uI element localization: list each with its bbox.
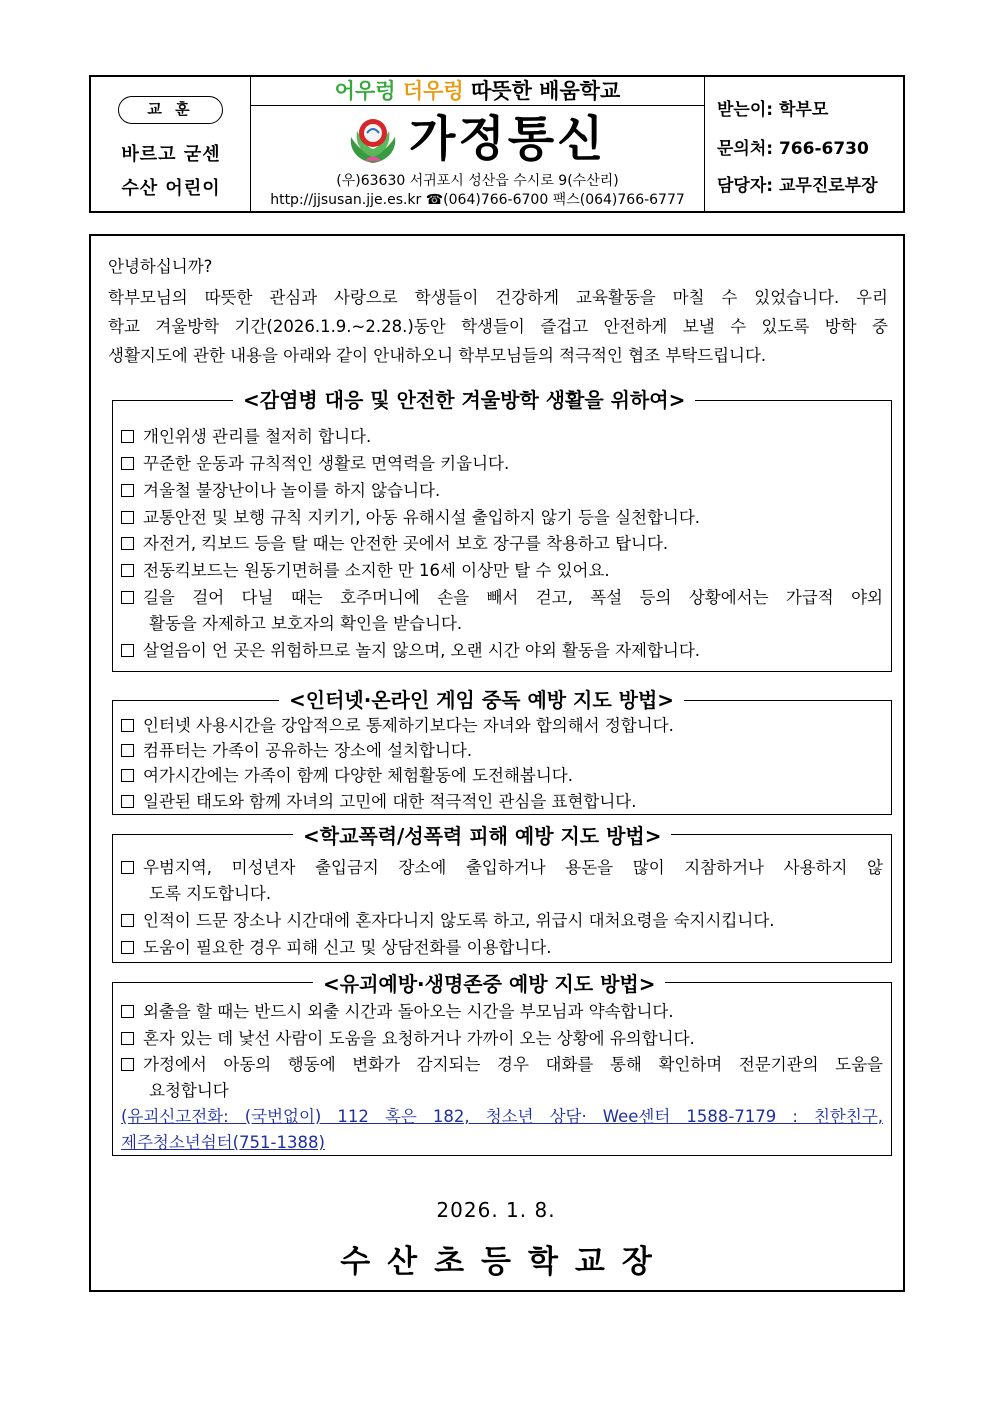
- motto-line-2: 수산 어린이: [121, 178, 221, 199]
- list-item: 전동킥보드는 원동기면허를 소지한 만 16세 이상만 탈 수 있어요.: [121, 558, 883, 584]
- list-item: 인적이 드문 장소나 시간대에 혼자다니지 않도록 하고, 위급시 대처요령을 숙지시킵니다.: [121, 908, 883, 934]
- intro-line-3: 생활지도에 관한 내용을 아래와 같이 안내하오니 학부모님들의 적극적인 협조 부탁드립니다.: [108, 346, 767, 365]
- list-item-continuation: 활동을 자제하고 보호자의 확인을 받습니다.: [149, 614, 463, 633]
- school-address: (우)63630 서귀포시 성산읍 수시로 9(수산리): [336, 173, 619, 189]
- school-emblem-icon: [345, 113, 401, 169]
- slogan-part-3: 따뜻한 배움학교: [471, 79, 621, 103]
- page-title: 가정통신: [409, 111, 607, 167]
- inquiry-label: 문의처: 766-6730: [717, 139, 869, 159]
- checkbox-icon: [121, 1005, 134, 1018]
- list-item: 인터넷 사용시간을 강압적으로 통제하기보다는 자녀와 합의해서 정합니다.: [121, 713, 883, 739]
- checkbox-icon: [121, 744, 134, 757]
- list-item: 일관된 태도와 함께 자녀의 고민에 대한 적극적인 관심을 표현합니다.: [121, 789, 883, 815]
- motto-line-1: 바르고 굳센: [121, 144, 221, 165]
- principal-signature: 수산초등학교장: [340, 1244, 669, 1280]
- checkbox-icon: [121, 564, 134, 577]
- list-item: 도움이 필요한 경우 피해 신고 및 상담전화를 이용합니다.: [121, 935, 883, 961]
- section-title: <감염병 대응 및 안전한 겨울방학 생활을 위하여>: [233, 387, 695, 413]
- list-item: 개인위생 관리를 철저히 합니다.: [121, 424, 883, 450]
- list-item: 우범지역, 미성년자 출입금지 장소에 출입하거나 용돈을 많이 지참하거나 사용하지 않: [121, 855, 883, 881]
- intro-line-2: 학교 겨울방학 기간(2026.1.9.~2.28.)동안 학생들이 즐겁고 안전하게 보낼 수 있도록 방학 중: [108, 317, 888, 336]
- list-item: 자전거, 킥보드 등을 탈 때는 안전한 곳에서 보호 장구를 착용하고 탑니다.: [121, 531, 883, 557]
- list-item: 겨울철 불장난이나 놀이를 하지 않습니다.: [121, 478, 883, 504]
- section-title: <인터넷·온라인 게임 중독 예방 지도 방법>: [279, 687, 684, 713]
- checkbox-icon: [121, 941, 134, 954]
- list-item-continuation: 도록 지도합니다.: [149, 884, 272, 903]
- checkbox-icon: [121, 511, 134, 524]
- checkbox-icon: [121, 484, 134, 497]
- checkbox-icon: [121, 430, 134, 443]
- manager-label: 담당자: 교무진로부장: [717, 176, 878, 196]
- checkbox-icon: [121, 1032, 134, 1045]
- checkbox-icon: [121, 914, 134, 927]
- section-winter-safety: [112, 388, 892, 672]
- checkbox-icon: [121, 769, 134, 782]
- section-internet-addiction: [112, 688, 892, 815]
- school-slogan: [251, 77, 704, 106]
- hotline-line-2: 제주청소년쉼터(751-1388): [121, 1133, 325, 1152]
- list-item: 길을 걸어 다닐 때는 호주머니에 손을 빼서 걷고, 폭설 등의 상황에서는 가급적 야외: [121, 585, 883, 611]
- title-row: [251, 107, 704, 171]
- list-item: 컴퓨터는 가족이 공유하는 장소에 설치합니다.: [121, 738, 883, 764]
- list-item: 꾸준한 운동과 규칙적인 생활로 면역력을 키웁니다.: [121, 451, 883, 477]
- list-item: 외출을 할 때는 반드시 외출 시간과 돌아오는 시간을 부모님과 약속합니다.: [121, 999, 883, 1025]
- checkbox-icon: [121, 795, 134, 808]
- checkbox-icon: [121, 1058, 134, 1071]
- motto-label: 교 훈: [118, 96, 223, 124]
- section-title: <유괴예방·생명존중 예방 지도 방법>: [313, 971, 665, 997]
- recipient-label: 받는이: 학부모: [717, 100, 829, 120]
- title-cell: [251, 77, 705, 211]
- section-school-violence: [112, 824, 892, 963]
- list-item: 살얼음이 언 곳은 위험하므로 놀지 않으며, 오랜 시간 야외 활동을 자제합니다.: [121, 638, 883, 664]
- list-item: 가정에서 아동의 행동에 변화가 감지되는 경우 대화를 통해 확인하며 전문기관의 도움을: [121, 1052, 883, 1078]
- hotline-line-1: (유괴신고전화: (국번없이) 112 혹은 182, 청소년 상담· Wee센터 1588-7179 : 친한친구,: [121, 1107, 883, 1126]
- checkbox-icon: [121, 457, 134, 470]
- info-cell: [705, 77, 903, 211]
- list-item: 여가시간에는 가족이 함께 다양한 체험활동에 도전해봅니다.: [121, 763, 883, 789]
- slogan-part-1: 어우렁: [334, 79, 396, 103]
- list-item-continuation: 요청합니다: [149, 1081, 229, 1100]
- section-title: <학교폭력/성폭력 피해 예방 지도 방법>: [293, 823, 671, 849]
- checkbox-icon: [121, 861, 134, 874]
- greeting: 안녕하십니까?: [108, 257, 213, 276]
- slogan-part-2: 더우렁: [402, 79, 464, 103]
- letter-date: 2026. 1. 8.: [436, 1198, 556, 1222]
- intro-line-1: 학부모님의 따뜻한 관심과 사랑으로 학생들이 건강하게 교육활동을 마칠 수 있었습니다. 우리: [108, 288, 888, 307]
- school-contact: http://jjsusan.jje.es.kr ☎(064)766-6700 팩스(064)766-6777: [270, 192, 685, 208]
- checkbox-icon: [121, 644, 134, 657]
- list-item: 혼자 있는 데 낯선 사람이 도움을 요청하거나 가까이 오는 상황에 유의합니다.: [121, 1026, 883, 1052]
- checkbox-icon: [121, 719, 134, 732]
- section-kidnapping-prevention: [112, 972, 892, 1156]
- checkbox-icon: [121, 537, 134, 550]
- checkbox-icon: [121, 591, 134, 604]
- header-table: [89, 75, 905, 213]
- motto-cell: [91, 77, 251, 211]
- list-item: 교통안전 및 보행 규칙 지키기, 아동 유해시설 출입하지 않기 등을 실천합니다.: [121, 505, 883, 531]
